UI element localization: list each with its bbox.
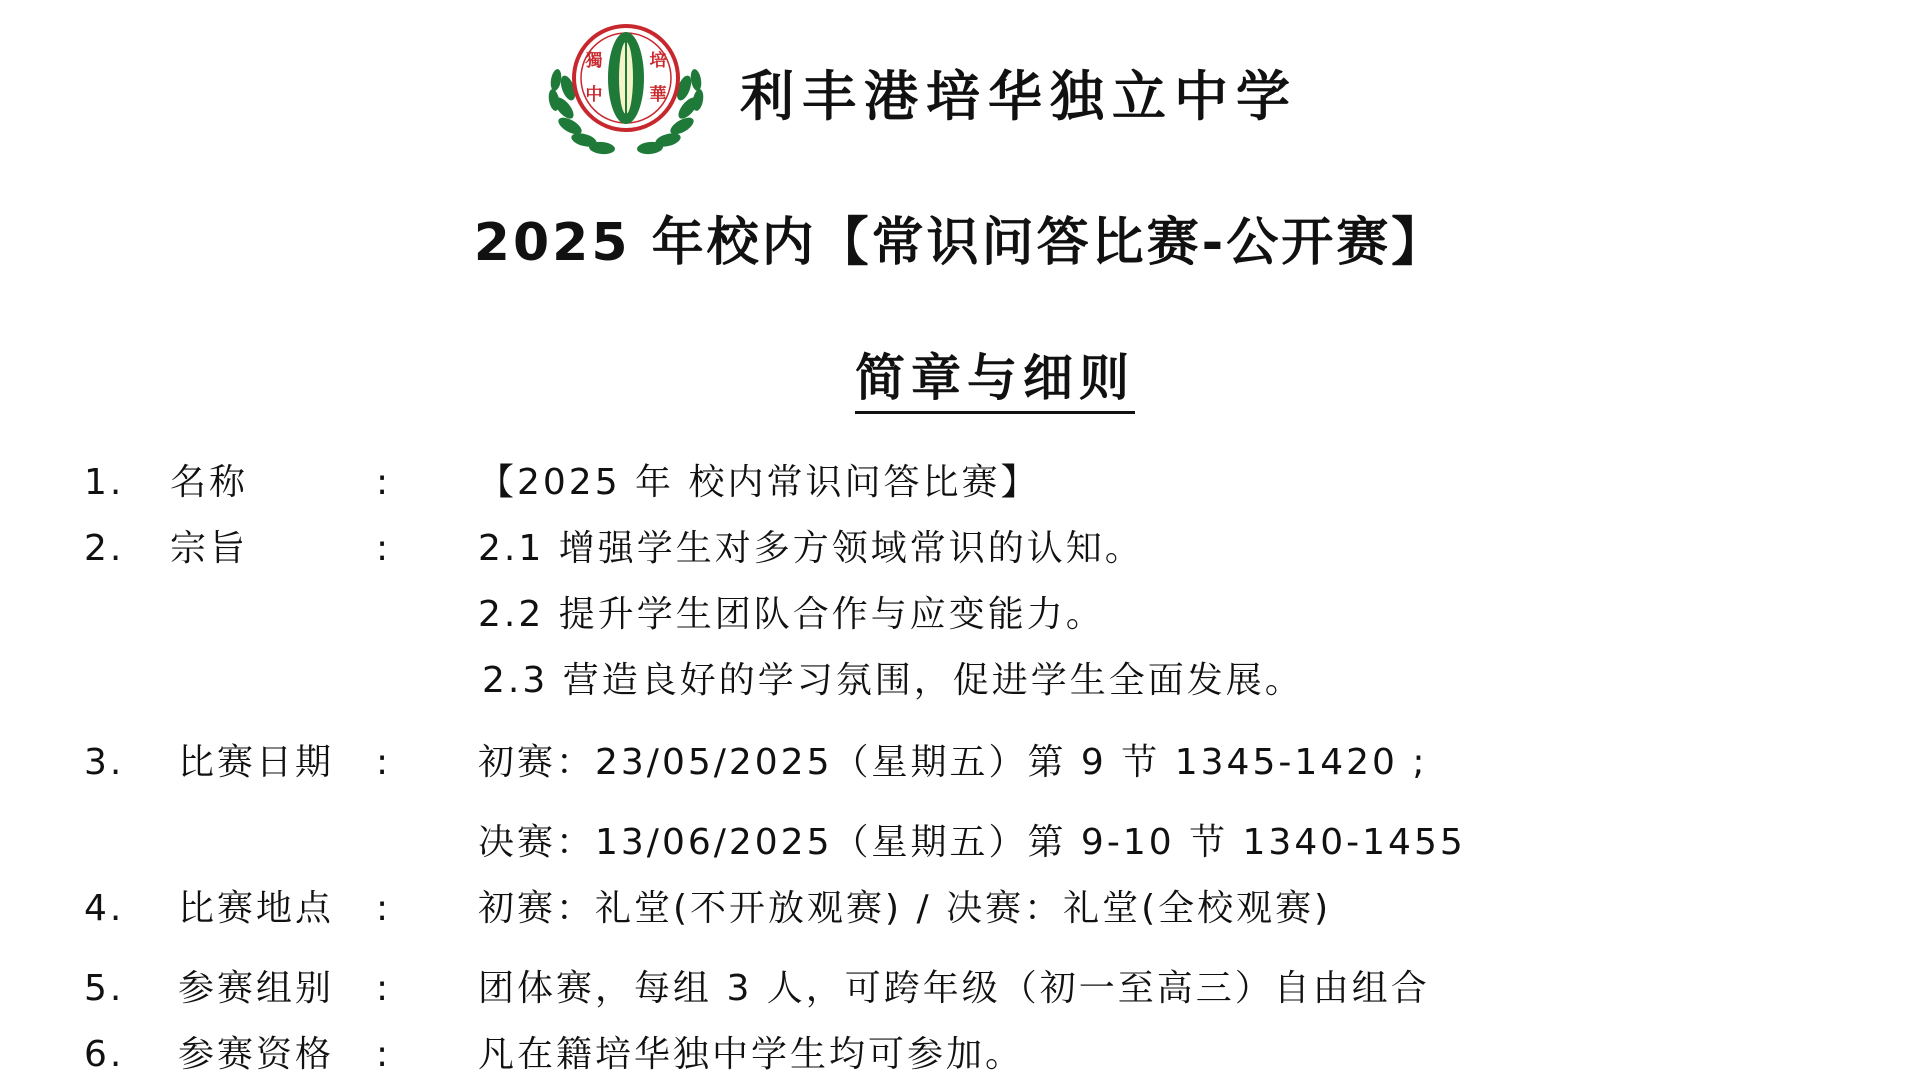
rule-colon: : [376, 462, 392, 503]
school-logo [548, 18, 704, 158]
rule-number: 1. [84, 462, 125, 503]
rule-label: 参赛组别 [178, 968, 335, 1009]
rule-label: 名称 [170, 462, 249, 503]
rule-number: 5. [84, 968, 125, 1009]
rule-colon: : [376, 888, 392, 929]
svg-text:培: 培 [649, 51, 667, 71]
rule-number: 2. [84, 528, 125, 569]
subtitle-text: 简章与细则 [855, 348, 1135, 414]
rule-value: 2.3 营造良好的学习氛围，促进学生全面发展。 [482, 660, 1304, 701]
rule-label: 参赛资格 [178, 1034, 335, 1075]
svg-text:中: 中 [585, 85, 603, 105]
school-header [548, 18, 1298, 158]
rule-label: 宗旨 [170, 528, 249, 569]
rule-number: 4. [84, 888, 125, 929]
rule-value: 初赛：23/05/2025（星期五）第 9 节 1345-1420 ; [478, 742, 1428, 783]
school-name: 利丰港培华独立中学 [740, 63, 1298, 128]
rule-value: 2.2 提升学生团队合作与应变能力。 [478, 594, 1105, 635]
rule-value: 【2025 年 校内常识问答比赛】 [478, 462, 1040, 503]
rule-colon: : [376, 742, 392, 783]
rule-label: 比赛地点 [178, 888, 335, 929]
rule-number: 6. [84, 1034, 125, 1075]
rule-value: 团体赛，每组 3 人，可跨年级（初一至高三）自由组合 [478, 968, 1430, 1009]
rule-value: 初赛：礼堂(不开放观赛) / 决赛：礼堂(全校观赛) [478, 888, 1332, 929]
rule-colon: : [376, 528, 392, 569]
svg-text:華: 華 [649, 85, 667, 105]
rule-value: 2.1 增强学生对多方领域常识的认知。 [478, 528, 1144, 569]
svg-text:獨: 獨 [585, 51, 603, 71]
rule-colon: : [376, 1034, 392, 1075]
document-subtitle [0, 338, 1920, 410]
rule-label: 比赛日期 [178, 742, 335, 783]
rule-number: 3. [84, 742, 125, 783]
document-title: 2025 年校内【常识问答比赛-公开赛】 [473, 213, 1447, 273]
rule-colon: : [376, 968, 392, 1009]
rule-value: 凡在籍培华独中学生均可参加。 [478, 1034, 1025, 1075]
rule-value: 决赛：13/06/2025（星期五）第 9-10 节 1340-1455 [478, 822, 1466, 863]
